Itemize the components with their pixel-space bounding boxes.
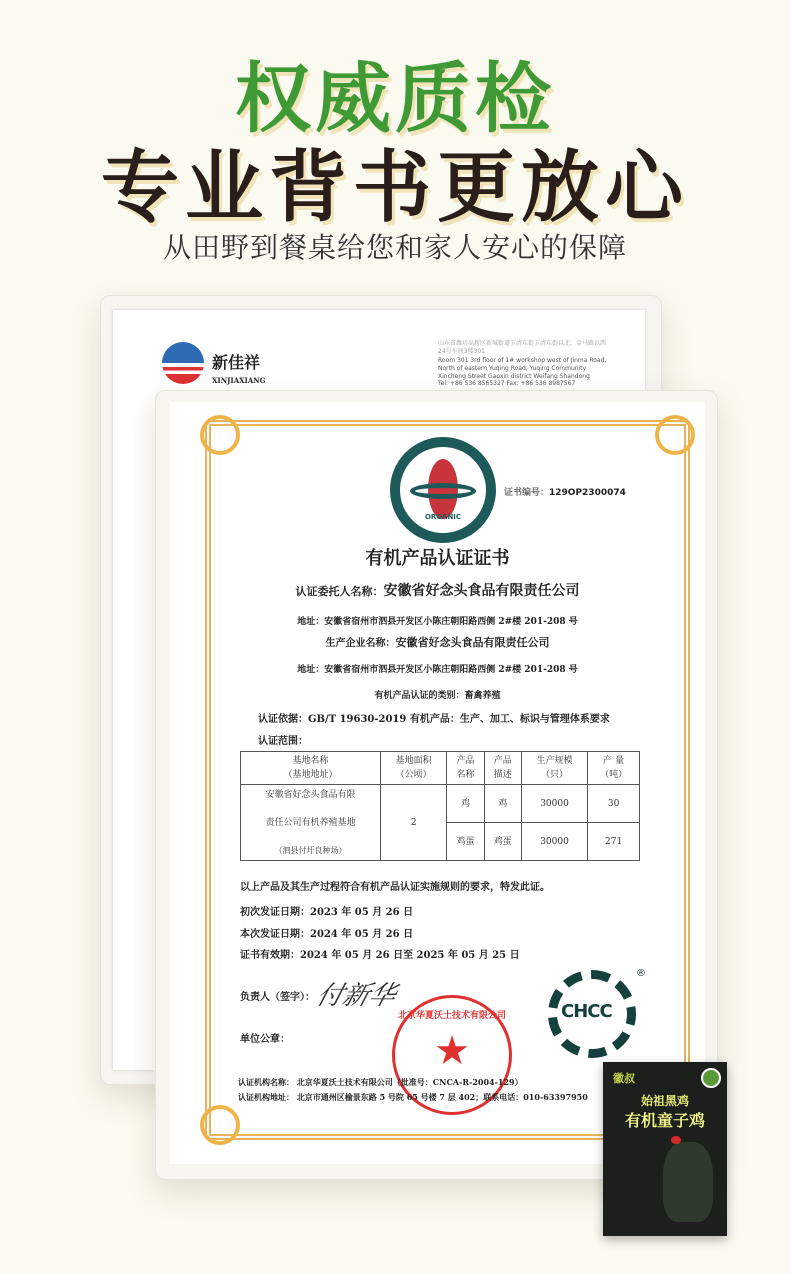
org-address: 认证机构地址： 北京市通州区榆景东路 5 号院 65 号楼 7 层 402；联系电话：010-63397950 [238,1092,588,1102]
basis: 认证依据：GB/T 19630-2019 有机产品：生产、加工、标识与管理体系要求 [258,714,610,725]
subtitle: 从田野到餐桌给您和家人安心的保障 [162,231,627,264]
table-cell: 271 [588,823,640,861]
header-scale: 生产规模 （只） [521,752,587,785]
signature: 付新华 [313,981,400,1011]
headline-primary: 权威质检 [235,54,555,143]
header-area: 基地面积 （公顷） [381,752,447,785]
seal-label: 单位公章： [240,1034,290,1045]
producer-line [170,634,705,650]
this-issue-date: 本次发证日期：2024 年 05 月 26 日 [240,929,414,940]
scope: 认证范围： [258,736,308,747]
chcc-logo-icon: CHCC [548,970,636,1058]
product-line2: 有机童子鸡 [624,1111,705,1130]
base-name-cell: 安徽省好念头食品有限 责任公司有机养殖基地 （泗县付圩良种场） [241,785,381,861]
producer-name: 安徽省好念头食品有限责任公司 [395,636,550,649]
official-stamp: 北京华夏沃土技术有限公司 ★ [392,995,512,1115]
certificate-title: 有机产品认证证书 [365,548,510,569]
table-row [241,785,640,823]
cert-no-value: 129OP2300074 [549,488,626,498]
chicken-comb-icon [671,1136,681,1144]
table-cell: 鸡蛋 [447,823,484,861]
table-cell: 30000 [521,823,587,861]
client-label: 认证委托人名称： [295,585,384,598]
back-brand-en: XINJIAXIANG [212,376,266,385]
back-address-cn: 山东省潍坊高新区新城街道玉清东街玉清东街以北、金马路以西24号车间3楼301 [438,340,607,355]
product-brand: 徽叔 [613,1072,635,1085]
statement: 以上产品及其生产过程符合有机产品认证实施规则的要求，特发此证。 [240,882,550,893]
table-header-row [241,752,640,785]
corner-ornament-icon [200,415,240,455]
scope-table [240,751,640,861]
organic-logo-text: ORGANIC [424,513,462,521]
organic-logo-icon [390,437,496,543]
header-product-desc: 产品 描述 [484,752,521,785]
client-line [170,580,705,600]
registered-mark-icon: ® [636,968,646,979]
signer-label: 负责人（签字）： [240,992,315,1003]
client-name: 安徽省好念头食品有限责任公司 [383,583,580,599]
table-cell: 鸡 [447,785,484,823]
product-package [603,1062,727,1236]
producer-label: 生产企业名称： [325,638,396,649]
header-base-name: 基地名称 （基地地址） [241,752,381,785]
organic-badge-icon [701,1068,721,1088]
corner-ornament-icon [655,415,695,455]
headline-secondary: 专业背书更放心 [100,143,689,233]
first-issue-date: 初次发证日期：2023 年 05 月 26 日 [240,907,414,918]
table-cell: 鸡蛋 [484,823,521,861]
back-address-en: Room 301 3rd floor of 1# workshop west of Jinma Road, North of eastern Yuqing Road, Yuqing Community Xincheng Street Gaoxin district Weifang Shandong [438,357,607,380]
product-line1: 始祖黑鸡 [640,1094,689,1108]
cert-no-label: 证书编号： [504,488,550,498]
address-1: 地址：安徽省宿州市泗县开发区小陈庄朝阳路西侧 2#楼 201-208 号 [297,617,578,627]
xinjiaxiang-logo-icon [162,342,204,384]
corner-ornament-icon [200,1105,240,1145]
table-cell: 鸡 [484,785,521,823]
star-icon: ★ [434,1028,470,1074]
back-brand-cn: 新佳祥 [212,353,261,372]
table-cell: 30000 [521,785,587,823]
validity: 证书有效期：2024 年 05 月 26 日至 2025 年 05 月 25 日 [240,950,520,961]
header-product-name: 产品 名称 [447,752,484,785]
area-cell: 2 [381,785,447,861]
chicken-image-icon [663,1142,713,1222]
header-output: 产 量 （吨） [588,752,640,785]
address-2: 地址：安徽省宿州市泗县开发区小陈庄朝阳路西侧 2#楼 201-208 号 [297,665,578,675]
org-name: 认证机构名称： 北京华夏沃土技术有限公司（批准号：CNCA-R-2004-129） [238,1077,523,1087]
table-cell: 30 [588,785,640,823]
back-tel: Tel: +86 536 8565327 Fax: +86 536 8987567 [438,380,576,387]
category: 有机产品认证的类别：畜禽养殖 [374,691,501,701]
cert-no [504,485,626,498]
